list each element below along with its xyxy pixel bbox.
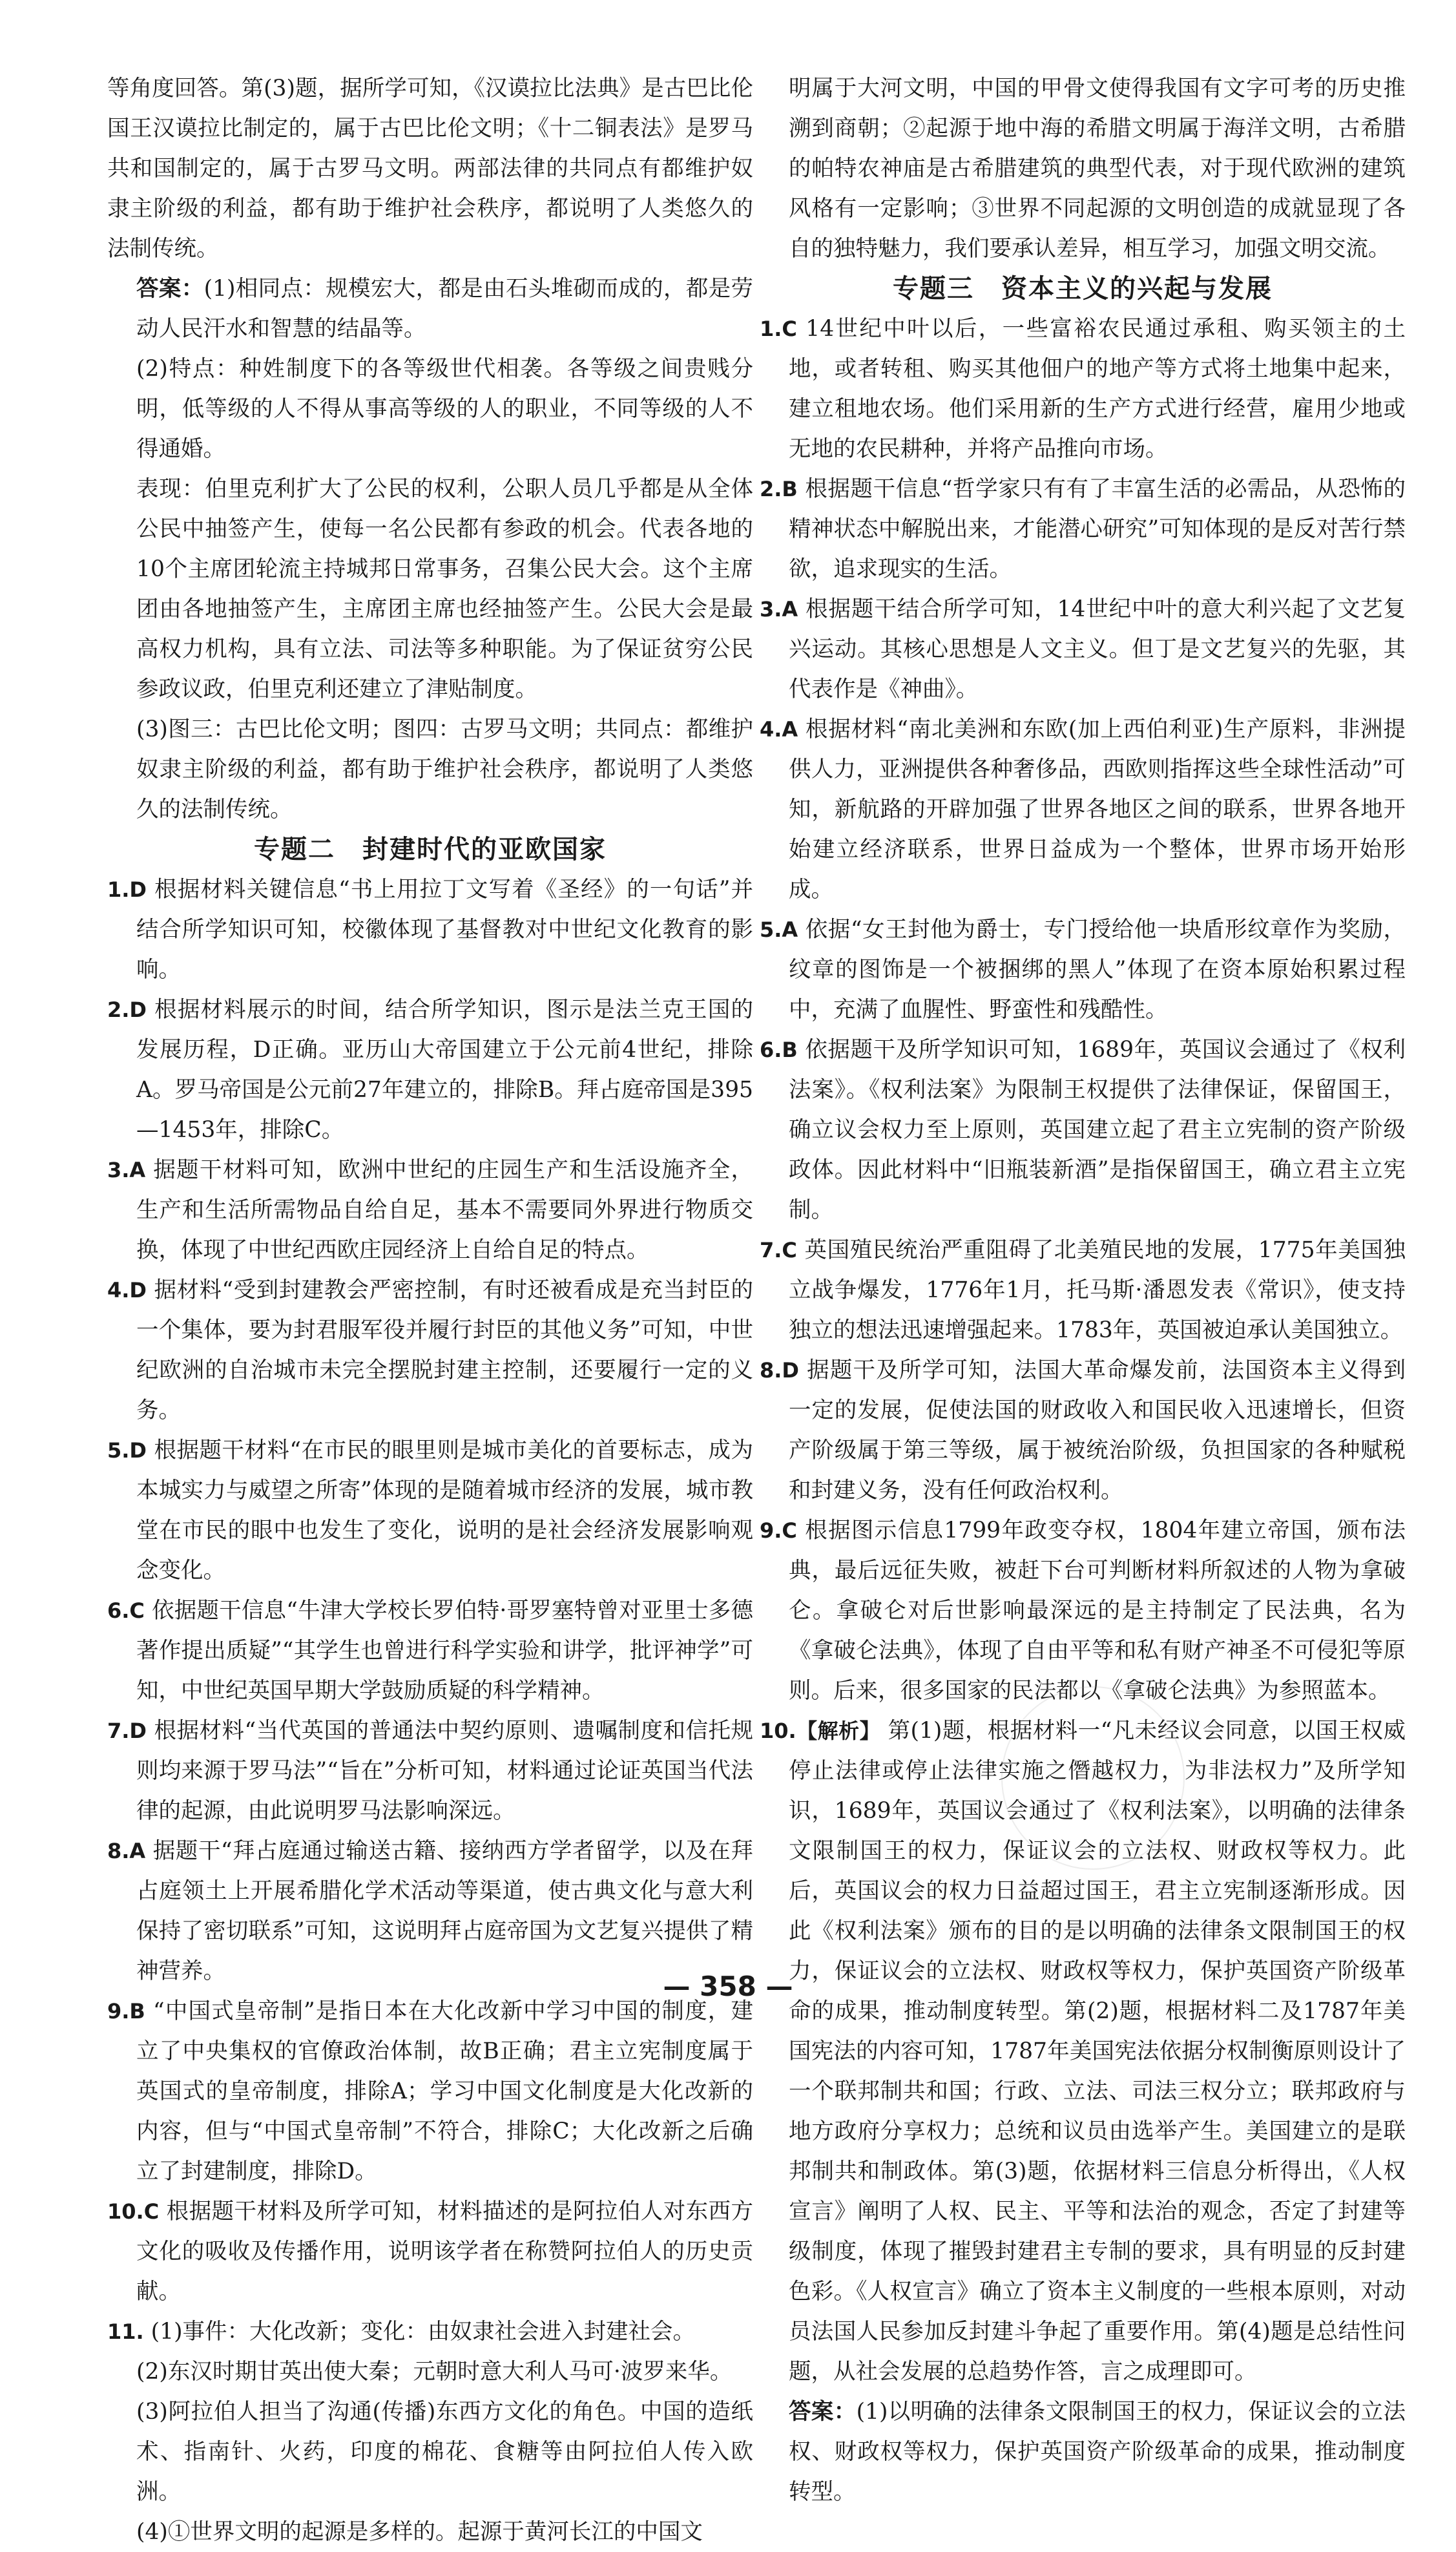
- item-number: 11.: [107, 2319, 144, 2344]
- paragraph-indented: (2)东汉时期甘英出使大秦；元朝时意大利人马可·波罗来华。: [136, 2359, 733, 2385]
- section-heading: 专题二 封建时代的亚欧国家: [254, 835, 607, 864]
- item-number: 10.【解析】: [760, 1719, 881, 1743]
- item-text: 根据材料关键信息“书上用拉丁文写着《圣经》的一句话”并结合所学知识可知，校徽体现了基督教对中世纪文化教育的影响。: [136, 877, 753, 983]
- answer-item: [760, 1511, 1406, 1711]
- answer-item: [107, 2191, 753, 2312]
- right-column: [760, 68, 1406, 2512]
- answer-item: [107, 990, 753, 1150]
- item-text: 根据题干结合所学可知，14世纪中叶的意大利兴起了文艺复兴运动。其核心思想是人文主义。但丁是文艺复兴的先驱，其代表作是《神曲》。: [789, 596, 1406, 702]
- paragraph-indented: (3)图三：古巴比伦文明；图四：古罗马文明；共同点：都维护奴隶主阶级的利益，都有助于维护社会秩序，都说明了人类悠久的法制传统。: [136, 716, 753, 822]
- paragraph-indented: (4)①世界文明的起源是多样的。起源于黄河长江的中国文: [136, 2519, 703, 2545]
- item-text: (1)事件：大化改新；变化：由奴隶社会进入封建社会。: [151, 2319, 696, 2345]
- answer-item: [107, 2312, 753, 2352]
- answer-item: [760, 1030, 1406, 1230]
- item-text: 根据图示信息1799年政变夺权，1804年建立帝国，颁布法典，最后远征失败，被赶下台可判断材料所叙述的人物为拿破仑。拿破仑对后世影响最深远的是主持制定了民法典，名为《拿破仑法典》，体现了自由平等和私有财产神圣不可侵犯等原则。后来，很多国家的民法都以《拿破仑法典》为参照蓝本。: [789, 1518, 1406, 1704]
- item-number: 5.A: [760, 917, 798, 942]
- item-number: 6.B: [760, 1038, 798, 1062]
- item-text: 根据材料展示的时间，结合所学知识，图示是法兰克王国的发展历程，D正确。亚历山大帝国建立于公元前4世纪，排除A。罗马帝国是公元前27年建立的，排除B。拜占庭帝国是395—1453年，排除C。: [136, 997, 754, 1143]
- item-text: 据题干材料可知，欧洲中世纪的庄园生产和生活设施齐全，生产和生活所需物品自给自足，基本不需要同外界进行物质交换，体现了中世纪西欧庄园经济上自给自足的特点。: [136, 1157, 753, 1263]
- item-number: 7.D: [107, 1719, 147, 1743]
- item-number: 2.B: [760, 477, 798, 501]
- page-number: — 358 —: [663, 1971, 793, 2002]
- item-number: 10.C: [107, 2199, 160, 2224]
- item-number: 6.C: [107, 1598, 145, 1623]
- item-number: 9.B: [107, 1999, 145, 2024]
- item-text: 英国殖民统治严重阻碍了北美殖民地的发展，1775年美国独立战争爆发，1776年1月，托马斯·潘恩发表《常识》，使支持独立的想法迅速增强起来。1783年，英国被迫承认美国独立。: [789, 1237, 1406, 1343]
- item-text: 根据题干信息“哲学家只有有了丰富生活的必需品，从恐怖的精神状态中解脱出来，才能潜心研究”可知体现的是反对苦行禁欲，追求现实的生活。: [789, 476, 1406, 582]
- answer-item: [107, 1831, 753, 1991]
- answer-text: (1)以明确的法律条文限制国王的权力，保证议会的立法权、财政权等权力，保护英国资产阶级革命的成果，推动制度转型。: [789, 2399, 1406, 2505]
- item-text: 据题干“拜占庭通过输送古籍、接纳西方学者留学，以及在拜占庭领土上开展希腊化学术活动等渠道，使古典文化与意大利保持了密切联系”可知，这说明拜占庭帝国为文艺复兴提供了精神营养。: [136, 1838, 753, 1984]
- item-number: 8.D: [760, 1358, 799, 1383]
- answer-label: 答案：: [136, 276, 204, 302]
- answer-item: [760, 589, 1406, 709]
- item-text: 依据题干及所学知识可知，1689年，英国议会通过了《权利法案》。《权利法案》为限制王权提供了法律保证，保留国王，确立议会权力至上原则，英国建立起了君主立宪制的资产阶级政体。因此材料中“旧瓶装新酒”是指保留国王，确立君主立宪制。: [789, 1037, 1406, 1223]
- answer-item: [760, 910, 1406, 1030]
- answer-item: [107, 1430, 753, 1591]
- paragraph-indented: (3)阿拉伯人担当了沟通(传播)东西方文化的角色。中国的造纸术、指南针、火药，印度的棉花、食糖等由阿拉伯人传入欧洲。: [136, 2399, 753, 2505]
- item-number: 1.D: [107, 877, 147, 902]
- item-text: 据材料“受到封建教会严密控制，有时还被看成是充当封臣的一个集体，要为封君服军役并履行封臣的其他义务”可知，中世纪欧洲的自治城市未完全摆脱封建主控制，还要履行一定的义务。: [136, 1277, 753, 1423]
- answer-item: [107, 1991, 753, 2191]
- answer-block: [107, 269, 753, 349]
- item-number: 1.C: [760, 317, 797, 341]
- item-text: 据题干及所学可知，法国大革命爆发前，法国资本主义得到一定的发展，促使法国的财政收入和国民收入迅速增长，但资产阶级属于第三等级，属于被统治阶级，负担国家的各种赋税和封建义务，没有任何政治权利。: [789, 1357, 1406, 1503]
- answer-item: [760, 1711, 1406, 2392]
- answer-item: [760, 1350, 1406, 1511]
- item-number: 3.A: [107, 1158, 146, 1182]
- section-heading: 专题三 资本主义的兴起与发展: [893, 274, 1273, 304]
- item-number: 5.D: [107, 1438, 147, 1463]
- answer-item: [760, 1230, 1406, 1350]
- item-text: 根据材料“南北美洲和东欧(加上西伯利亚)生产原料，非洲提供人力，亚洲提供各种奢侈品，西欧则指挥这些全球性活动”可知，新航路的开辟加强了世界各地区之间的联系，世界各地开始建立经济联系，世界日益成为一个整体，世界市场开始形成。: [789, 716, 1406, 903]
- left-column: [107, 68, 753, 2552]
- answer-item: [760, 309, 1406, 469]
- paragraph-indented: 表现：伯里克利扩大了公民的权利，公职人员几乎都是从全体公民中抽签产生，使每一名公民都有参政的机会。代表各地的10个主席团轮流主持城邦日常事务，召集公民大会。这个主席团由各地抽签产生，主席团主席也经抽签产生。公民大会是最高权力机构，具有立法、司法等多种职能。为了保证贫穷公民参政议政，伯里克利还建立了津贴制度。: [136, 476, 753, 702]
- answer-item: [107, 1711, 753, 1831]
- answer-item: [107, 1591, 753, 1711]
- answer-item: [107, 870, 753, 990]
- paragraph-indented: (2)特点：种姓制度下的各等级世代相袭。各等级之间贵贱分明，低等级的人不得从事高等级的人的职业，不同等级的人不得通婚。: [136, 356, 753, 462]
- item-number: 7.C: [760, 1238, 797, 1262]
- item-text: “中国式皇帝制”是指日本在大化改新中学习中国的制度，建立了中央集权的官僚政治体制，故B正确；君主立宪制度属于英国式的皇帝制度，排除A；学习中国文化制度是大化改新的内容，但与“中国式皇帝制”不符合，排除C；大化改新之后确立了封建制度，排除D。: [136, 1998, 753, 2184]
- item-number: 2.D: [107, 998, 147, 1022]
- item-text: 根据材料“当代英国的普通法中契约原则、遗嘱制度和信托规则均来源于罗马法”“旨在”分析可知，材料通过论证英国当代法律的起源，由此说明罗马法影响深远。: [136, 1718, 753, 1824]
- item-text: 依据题干信息“牛津大学校长罗伯特·哥罗塞特曾对亚里士多德著作提出质疑”“其学生也曾进行科学实验和讲学，批评神学”可知，中世纪英国早期大学鼓励质疑的科学精神。: [136, 1598, 753, 1704]
- paragraph: 等角度回答。第(3)题，据所学可知，《汉谟拉比法典》是古巴比伦国王汉谟拉比制定的，属于古巴比伦文明；《十二铜表法》是罗马共和国制定的，属于古罗马文明。两部法律的共同点有都维护奴隶主阶级的利益，都有助于维护社会秩序，都说明了人类悠久的法制传统。: [107, 76, 753, 262]
- answer-item: [760, 469, 1406, 589]
- item-text: 14世纪中叶以后，一些富裕农民通过承租、购买领主的土地，或者转租、购买其他佃户的地产等方式将土地集中起来，建立租地农场。他们采用新的生产方式进行经营，雇用少地或无地的农民耕种，并将产品推向市场。: [789, 316, 1406, 462]
- item-text: 根据题干材料“在市民的眼里则是城市美化的首要标志，成为本城实力与威望之所寄”体现的是随着城市经济的发展，城市教堂在市民的眼中也发生了变化，说明的是社会经济发展影响观念变化。: [136, 1438, 753, 1584]
- item-number: 8.A: [107, 1839, 146, 1863]
- item-text: 第(1)题，根据材料一“凡未经议会同意，以国王权威停止法律或停止法律实施之僭越权力，为非法权力”及所学知识，1689年，英国议会通过了《权利法案》，以明确的法律条文限制国王的权力，保证议会的立法权、财政权等权力。此后，英国议会的权力日益超过国王，君主立宪制逐渐形成。因此《权利法案》颁布的目的是以明确的法律条文限制国王的权力，保证议会的立法权、财政权等权力，保护英国资产阶级革命的成果，推动制度转型。第(2)题，根据材料二及1787年美国宪法的内容可知，1787年美国宪法依据分权制衡原则设计了一个联邦制共和国；行政、立法、司法三权分立；联邦政府与地方政府分享权力；总统和议员由选举产生。美国建立的是联邦制共和制政体。第(3)题，依据材料三信息分析得出，《人权宣言》阐明了人权、民主、平等和法治的观念，否定了封建等级制度，体现了摧毁封建君主专制的要求，具有明显的反封建色彩。《人权宣言》确立了资本主义制度的一些根本原则，对动员法国人民参加反封建斗争起了重要作用。第(4)题是总结性问题，从社会发展的总趋势作答，言之成理即可。: [789, 1718, 1406, 2385]
- answer-block: [760, 2392, 1406, 2512]
- item-text: 根据题干材料及所学可知，材料描述的是阿拉伯人对东西方文化的吸收及传播作用，说明该学者在称赞阿拉伯人的历史贡献。: [136, 2199, 754, 2305]
- item-number: 9.C: [760, 1518, 797, 1543]
- item-number: 4.D: [107, 1278, 147, 1302]
- answer-item: [760, 709, 1406, 910]
- item-text: 依据“女王封他为爵士，专门授给他一块盾形纹章作为奖励，纹章的图饰是一个被捆绑的黑人”体现了在资本原始积累过程中，充满了血腥性、野蛮性和残酷性。: [789, 917, 1406, 1023]
- item-number: 3.A: [760, 597, 798, 622]
- paragraph-indented: 明属于大河文明，中国的甲骨文使得我国有文字可考的历史推溯到商朝；②起源于地中海的希腊文明属于海洋文明，古希腊的帕特农神庙是古希腊建筑的典型代表，对于现代欧洲的建筑风格有一定影响；③世界不同起源的文明创造的成就显现了各自的独特魅力，我们要承认差异，相互学习，加强文明交流。: [789, 76, 1406, 262]
- answer-label: 答案：: [789, 2399, 857, 2425]
- answer-item: [107, 1270, 753, 1430]
- item-number: 4.A: [760, 717, 798, 742]
- answer-item: [107, 1150, 753, 1270]
- answer-text: (1)相同点：规模宏大，都是由石头堆砌而成的，都是劳动人民汗水和智慧的结晶等。: [136, 276, 754, 342]
